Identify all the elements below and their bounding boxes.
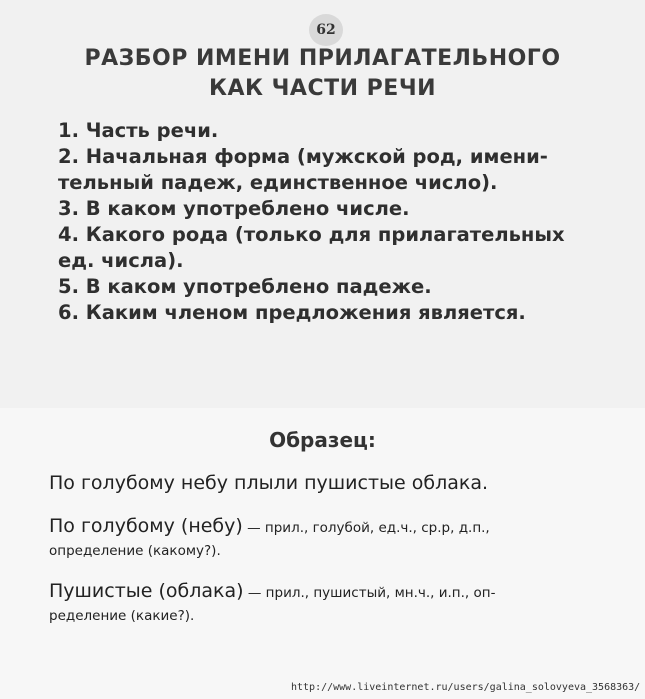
sample-sentence: По голубому небу плыли пушистые облака. <box>49 472 489 494</box>
step-line: 1. Часть речи. <box>58 119 219 142</box>
example-analysis-text: — прил., голубой, ед.ч., ср.р, д.п., <box>242 520 490 536</box>
example-phrase: Пушистые (облака) <box>49 580 244 602</box>
step-line: 4. Какого рода (только для прилагательных <box>58 223 565 246</box>
step-line: 3. В каком употреблено числе. <box>58 197 410 220</box>
page-title-line-1: РАЗБОР ИМЕНИ ПРИЛАГАТЕЛЬНОГО <box>84 46 561 71</box>
example-analysis-continuation: определение (какому?). <box>49 543 221 559</box>
example-analysis-2 <box>49 580 609 624</box>
step-line: тельный падеж, единственное число). <box>58 171 498 194</box>
example-analysis-1 <box>49 515 609 559</box>
source-url: http://www.liveinternet.ru/users/galina_solovyeva_3568363/ <box>291 682 641 693</box>
example-analysis-continuation: ределение (какие?). <box>49 608 195 624</box>
example-phrase: По голубому (небу) <box>49 515 243 537</box>
page-title-line-2: КАК ЧАСТИ РЕЧИ <box>208 76 437 101</box>
step-line: 2. Начальная форма (мужской род, имени- <box>58 145 548 168</box>
sample-heading: Образец: <box>269 428 376 452</box>
step-line: ед. числа). <box>58 249 184 272</box>
page-number: 62 <box>309 14 343 46</box>
example-analysis-text: — прил., пушистый, мн.ч., и.п., оп- <box>243 585 496 601</box>
step-line: 6. Каким членом предложения является. <box>58 301 526 324</box>
step-line: 5. В каком употреблено падеже. <box>58 275 432 298</box>
analysis-steps-list <box>58 118 618 326</box>
